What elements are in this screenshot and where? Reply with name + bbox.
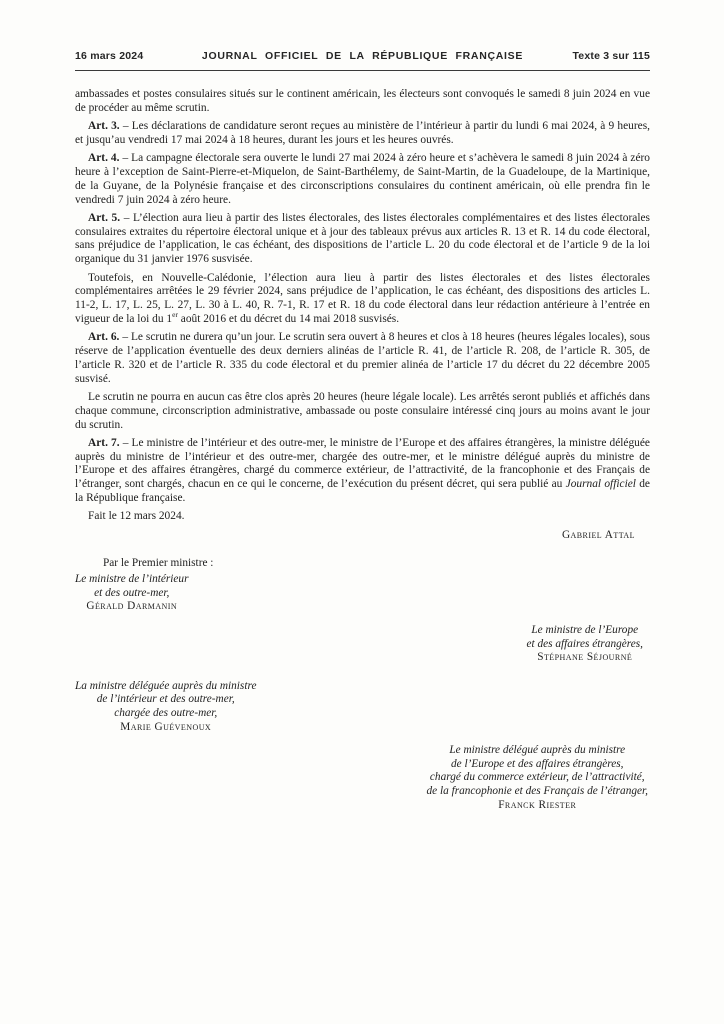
article-text: Le scrutin ne pourra en aucun cas être clos après 20 heures (heure légale locale). Les arrêtés seront publiés et affichés dans chaque commune, circonscription administrative, ambassade ou poste consulaire intéressé cinq jours au moins avant le jour du scrutin.	[75, 390, 650, 431]
signature-byline: Par le Premier ministre :	[103, 556, 214, 569]
decree-body	[75, 88, 650, 524]
paragraph-art6-cont	[75, 391, 650, 432]
paragraph-art3	[75, 120, 650, 148]
article-text: – La campagne électorale sera ouverte le lundi 27 mai 2024 à zéro heure et s’achèvera le samedi 8 juin 2024 à zéro heure à l’exception de Saint-Pierre-et-Miquelon, de Saint-Barthélemy, de Saint-Martin, de la Guadeloupe, de la Martinique, de la Guyane, de la Polynésie française et des circonscriptions consulaires du continent américain, où elle prendra fin le vendredi 7 juin 2024 à zéro heure.	[75, 152, 650, 206]
signature-block-darmanin	[75, 573, 188, 614]
paragraph-art5-toutefois	[75, 272, 650, 327]
signature-title-line: et des outre-mer,	[94, 586, 170, 599]
article-label: Art. 6.	[88, 331, 120, 344]
text-reference: Texte 3 sur 115	[572, 50, 650, 62]
paragraph-art4	[75, 152, 650, 207]
header-rule	[75, 70, 650, 71]
date-line-text: Fait le 12 mars 2024.	[88, 510, 185, 523]
article-text: Toutefois, en Nouvelle-Calédonie, l’élection aura lieu à partir des listes électorales et des listes électorales complémentaires arrêtées le 29 février 2024, sans préjudice de l’application, le cas échéant, des dispositions des articles L. 11-2, L. 17, L. 25, L. 27, L. 30 à L. 40, R. 7-1, R. 17 et R. 18 du code électoral dans leur rédaction antérieure à l’entrée en vigueur de la loi du 1	[75, 271, 650, 325]
signature-block-guevenoux	[75, 680, 256, 734]
journal-officiel-italic: Journal officiel	[565, 478, 636, 491]
signature-name: Stéphane Séjourné	[537, 651, 633, 664]
signature-name: Gérald Darmanin	[86, 600, 178, 613]
signature-title-line: et des affaires étrangères,	[526, 637, 643, 650]
signature-name: Marie Guévenoux	[120, 720, 212, 733]
signature-title-line: de la francophonie et des Français de l’étranger,	[426, 785, 648, 798]
article-text: – L’élection aura lieu à partir des listes électorales, des listes électorales complémentaires et des listes électorales consulaires extraites du répertoire électoral unique et à jour des tableaux prévus aux articles R. 13 et R. 14 du code électoral, sans préjudice de l’application, le cas échéant, des dispositions de l’article L. 20 du code électoral et de l’article 9 de la loi organique du 31 janvier 1976 susvisée.	[75, 211, 650, 266]
article-label: Art. 5.	[88, 211, 121, 224]
signature-block-sejourne	[526, 624, 643, 665]
header-date: 16 mars 2024	[75, 50, 144, 62]
signature-prime-minister: Gabriel Attal	[561, 529, 635, 542]
article-label: Art. 7.	[88, 436, 120, 449]
signature-title-line: chargé du commerce extérieur, de l’attractivité,	[429, 771, 645, 784]
signature-title-line: de l’Europe et des affaires étrangères,	[450, 757, 624, 770]
superscript-ordinal: er	[172, 310, 178, 320]
signature-block-riester	[426, 744, 648, 812]
article-label: Art. 4.	[88, 152, 120, 165]
date-line	[75, 510, 650, 524]
paragraph-art5	[75, 212, 650, 267]
signature-name: Franck Riester	[498, 798, 577, 811]
paragraph-art7	[75, 437, 650, 506]
article-text: – Le scrutin ne durera qu’un jour. Le scrutin sera ouvert à 8 heures et clos à 18 heures (heures légales locales), sous réserve de l’application éventuelle des deux derniers alinéas de l’article R. 41, de l’article R. 208, de l’article R. 305, de l’article R. 320 et de l’article R. 335 du code électoral et du premier alinéa de l’article 17 du décret du 22 décembre 2005 susvisé.	[75, 331, 650, 385]
article-text: août 2016 et du décret du 14 mai 2018 susvisés.	[177, 312, 400, 325]
article-text: – Les déclarations de candidature seront reçues au ministère de l’intérieur à partir du lundi 6 mai 2024, à 9 heures, et jusqu’au vendredi 17 mai 2024 à 18 heures, durant les jours et les heures ouvrés.	[75, 120, 650, 146]
signature-section	[75, 529, 650, 812]
paragraph-continuation	[75, 88, 650, 116]
page-header	[75, 50, 650, 62]
signature-title-line: de l’intérieur et des outre-mer,	[96, 693, 235, 706]
signature-title-line: La ministre déléguée auprès du ministre	[75, 679, 257, 692]
paragraph-text: ambassades et postes consulaires situés sur le continent américain, les électeurs sont convoqués le samedi 8 juin 2024 en vue de procéder au même scrutin.	[75, 88, 650, 114]
paragraph-art6	[75, 331, 650, 386]
signature-title-line: chargée des outre-mer,	[114, 707, 218, 720]
signature-title-line: Le ministre de l’Europe	[531, 624, 639, 637]
article-label: Art. 3.	[88, 120, 120, 133]
article-text: – Le ministre de l’intérieur et des outre-mer, le ministre de l’Europe et des affaires étrangères, la ministre déléguée auprès du ministre de l’intérieur et des outre-mer, chargée des outre-mer, et le ministre délégué auprès du ministre de l’Europe et des affaires étrangères, chargé du commerce extérieur, de l’attractivité, de la francophonie et des Français de l’étranger, sont chargés, chacun en ce qui le concerne, de l’exécution du présent décret, qui sera publié au	[75, 436, 650, 491]
signature-title-line: Le ministre délégué auprès du ministre	[449, 744, 626, 757]
journal-title: JOURNAL OFFICIEL DE LA RÉPUBLIQUE FRANÇAISE	[201, 50, 524, 62]
signature-title-line: Le ministre de l’intérieur	[75, 573, 189, 586]
article-text: de la République française.	[75, 478, 650, 505]
